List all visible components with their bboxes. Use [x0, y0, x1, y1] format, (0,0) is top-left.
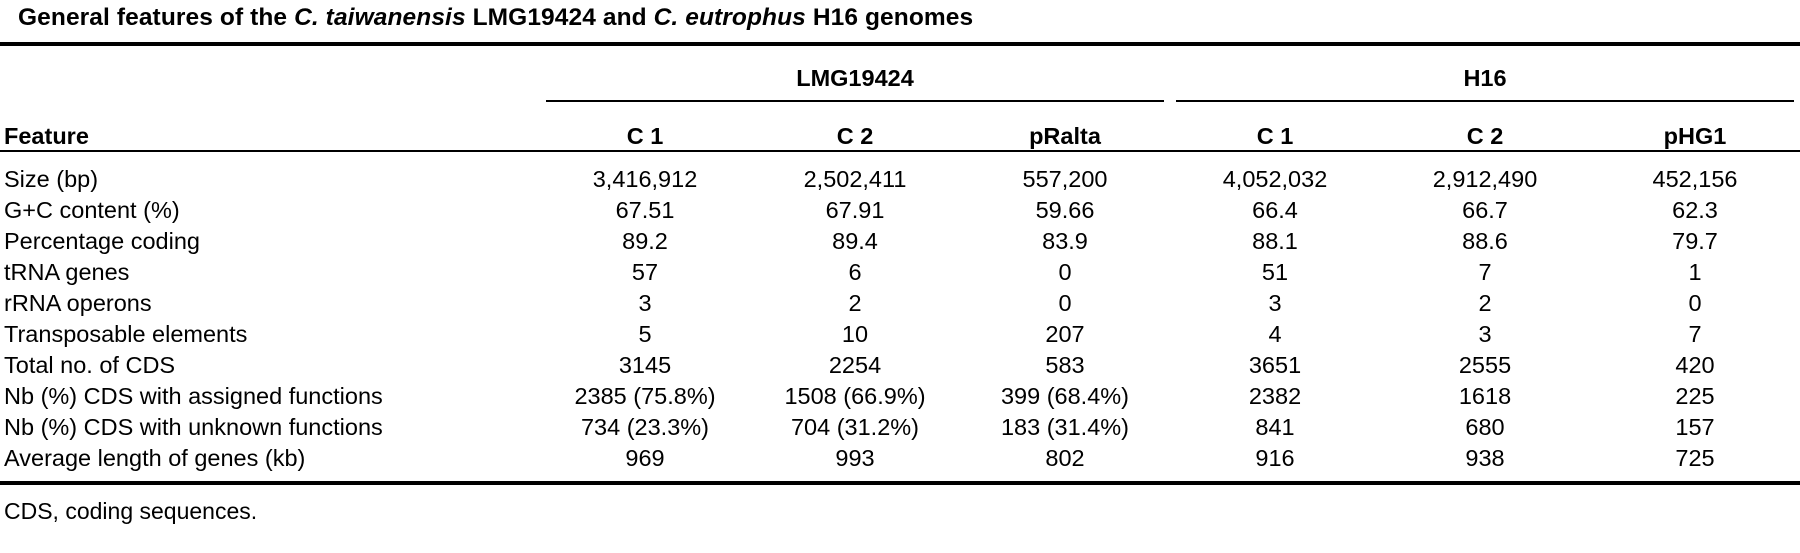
row-value-cell: 1 — [1688, 259, 1702, 285]
group-rule-row — [0, 92, 1800, 102]
column-header-row — [0, 102, 1800, 150]
row-value-cell: 157 — [1675, 414, 1715, 440]
row-feature-label: rRNA operons — [4, 290, 152, 316]
row-value-cell: 83.9 — [1042, 228, 1088, 254]
row-value-cell: 3 — [638, 290, 652, 316]
caption-segment: H16 genomes — [805, 4, 974, 31]
row-value-cell: 725 — [1675, 445, 1715, 471]
group-header-lmg19424: LMG19424 — [796, 65, 914, 91]
column-header-h16-c2: C 2 — [1466, 123, 1504, 149]
row-value-cell: 6 — [848, 259, 862, 285]
row-value-cell: 938 — [1465, 445, 1505, 471]
row-feature-label: tRNA genes — [4, 259, 130, 285]
genome-features-body-table — [0, 152, 1800, 481]
row-value-cell: 0 — [1688, 290, 1702, 316]
row-value-cell: 4,052,032 — [1222, 166, 1328, 192]
row-value-cell: 2385 (75.8%) — [574, 383, 716, 409]
row-value-cell: 969 — [625, 445, 665, 471]
genome-features-table — [0, 48, 1800, 150]
row-value-cell: 2555 — [1458, 352, 1512, 378]
row-feature-label: Size (bp) — [4, 166, 99, 192]
row-value-cell: 916 — [1255, 445, 1295, 471]
table-row — [0, 410, 1800, 441]
table-head — [0, 48, 1800, 150]
row-value-cell: 452,156 — [1652, 166, 1738, 192]
row-feature-label: Total no. of CDS — [4, 352, 176, 378]
row-value-cell: 802 — [1045, 445, 1085, 471]
table-row — [0, 441, 1800, 481]
row-feature-label: Transposable elements — [4, 321, 248, 347]
row-value-cell: 420 — [1675, 352, 1715, 378]
column-header-phg1: pHG1 — [1663, 123, 1727, 149]
table-row — [0, 286, 1800, 317]
row-feature-label: Percentage coding — [4, 228, 200, 254]
row-value-cell: 67.91 — [825, 197, 885, 223]
row-value-cell: 2,912,490 — [1432, 166, 1538, 192]
row-value-cell: 57 — [631, 259, 659, 285]
table-row — [0, 379, 1800, 410]
row-feature-label: Average length of genes (kb) — [4, 445, 306, 471]
column-header-pralta: pRalta — [1029, 123, 1101, 149]
caption-segment: LMG19424 and — [465, 4, 654, 31]
row-value-cell: 680 — [1465, 414, 1505, 440]
row-value-cell: 62.3 — [1672, 197, 1718, 223]
row-value-cell: 207 — [1045, 321, 1085, 347]
table-row — [0, 255, 1800, 286]
row-feature-label: G+C content (%) — [4, 197, 180, 223]
row-value-cell: 841 — [1255, 414, 1295, 440]
row-value-cell: 583 — [1045, 352, 1085, 378]
table-body — [0, 152, 1800, 481]
caption-text — [18, 4, 973, 31]
row-feature-label: Nb (%) CDS with unknown functions — [4, 414, 383, 440]
group-header-h16: H16 — [1463, 65, 1507, 91]
row-value-cell: 2 — [1478, 290, 1492, 316]
row-value-cell: 3145 — [618, 352, 672, 378]
row-value-cell: 225 — [1675, 383, 1715, 409]
column-header-lmg-c1: C 1 — [626, 123, 664, 149]
row-value-cell: 89.2 — [622, 228, 668, 254]
row-value-cell: 66.7 — [1462, 197, 1508, 223]
group-rule-h16 — [1170, 92, 1800, 102]
table-footnote: CDS, coding sequences. — [4, 498, 258, 524]
column-header-lmg-c2: C 2 — [836, 123, 874, 149]
caption-species-name: C. eutrophus — [653, 4, 806, 31]
row-value-cell: 0 — [1058, 290, 1072, 316]
table-caption — [0, 0, 1800, 42]
row-value-cell: 66.4 — [1252, 197, 1298, 223]
table-row — [0, 348, 1800, 379]
row-value-cell: 7 — [1688, 321, 1702, 347]
row-value-cell: 10 — [841, 321, 869, 347]
row-value-cell: 3,416,912 — [592, 166, 698, 192]
group-header-row — [0, 48, 1800, 92]
column-header-h16-c1: C 1 — [1256, 123, 1294, 149]
row-value-cell: 1508 (66.9%) — [784, 383, 926, 409]
group-rule-lmg19424 — [540, 92, 1170, 102]
row-value-cell: 3 — [1478, 321, 1492, 347]
row-value-cell: 5 — [638, 321, 652, 347]
row-value-cell: 1618 — [1458, 383, 1512, 409]
table-row — [0, 224, 1800, 255]
row-value-cell: 734 (23.3%) — [580, 414, 710, 440]
row-value-cell: 7 — [1478, 259, 1492, 285]
row-value-cell: 2382 — [1248, 383, 1302, 409]
row-value-cell: 51 — [1261, 259, 1289, 285]
row-feature-label: Nb (%) CDS with assigned functions — [4, 383, 383, 409]
row-value-cell: 67.51 — [615, 197, 675, 223]
table-row — [0, 152, 1800, 193]
caption-segment: General features of the — [18, 4, 295, 31]
caption-species-name: C. taiwanensis — [294, 4, 466, 31]
row-value-cell: 79.7 — [1672, 228, 1718, 254]
row-value-cell: 2,502,411 — [803, 166, 907, 192]
row-value-cell: 89.4 — [832, 228, 878, 254]
row-value-cell: 2254 — [828, 352, 882, 378]
row-value-cell: 557,200 — [1022, 166, 1108, 192]
row-value-cell: 993 — [835, 445, 875, 471]
column-header-feature: Feature — [4, 123, 89, 149]
row-value-cell: 183 (31.4%) — [1000, 414, 1130, 440]
group-header-spacer — [0, 48, 540, 92]
table-row — [0, 317, 1800, 348]
row-value-cell: 3 — [1268, 290, 1282, 316]
row-value-cell: 3651 — [1248, 352, 1302, 378]
row-value-cell: 0 — [1058, 259, 1072, 285]
table-row — [0, 193, 1800, 224]
row-value-cell: 4 — [1268, 321, 1282, 347]
row-value-cell: 88.6 — [1462, 228, 1508, 254]
row-value-cell: 704 (31.2%) — [790, 414, 920, 440]
row-value-cell: 2 — [848, 290, 862, 316]
group-rule-spacer — [0, 92, 540, 102]
row-value-cell: 88.1 — [1252, 228, 1298, 254]
row-value-cell: 399 (68.4%) — [1000, 383, 1130, 409]
row-value-cell: 59.66 — [1035, 197, 1095, 223]
